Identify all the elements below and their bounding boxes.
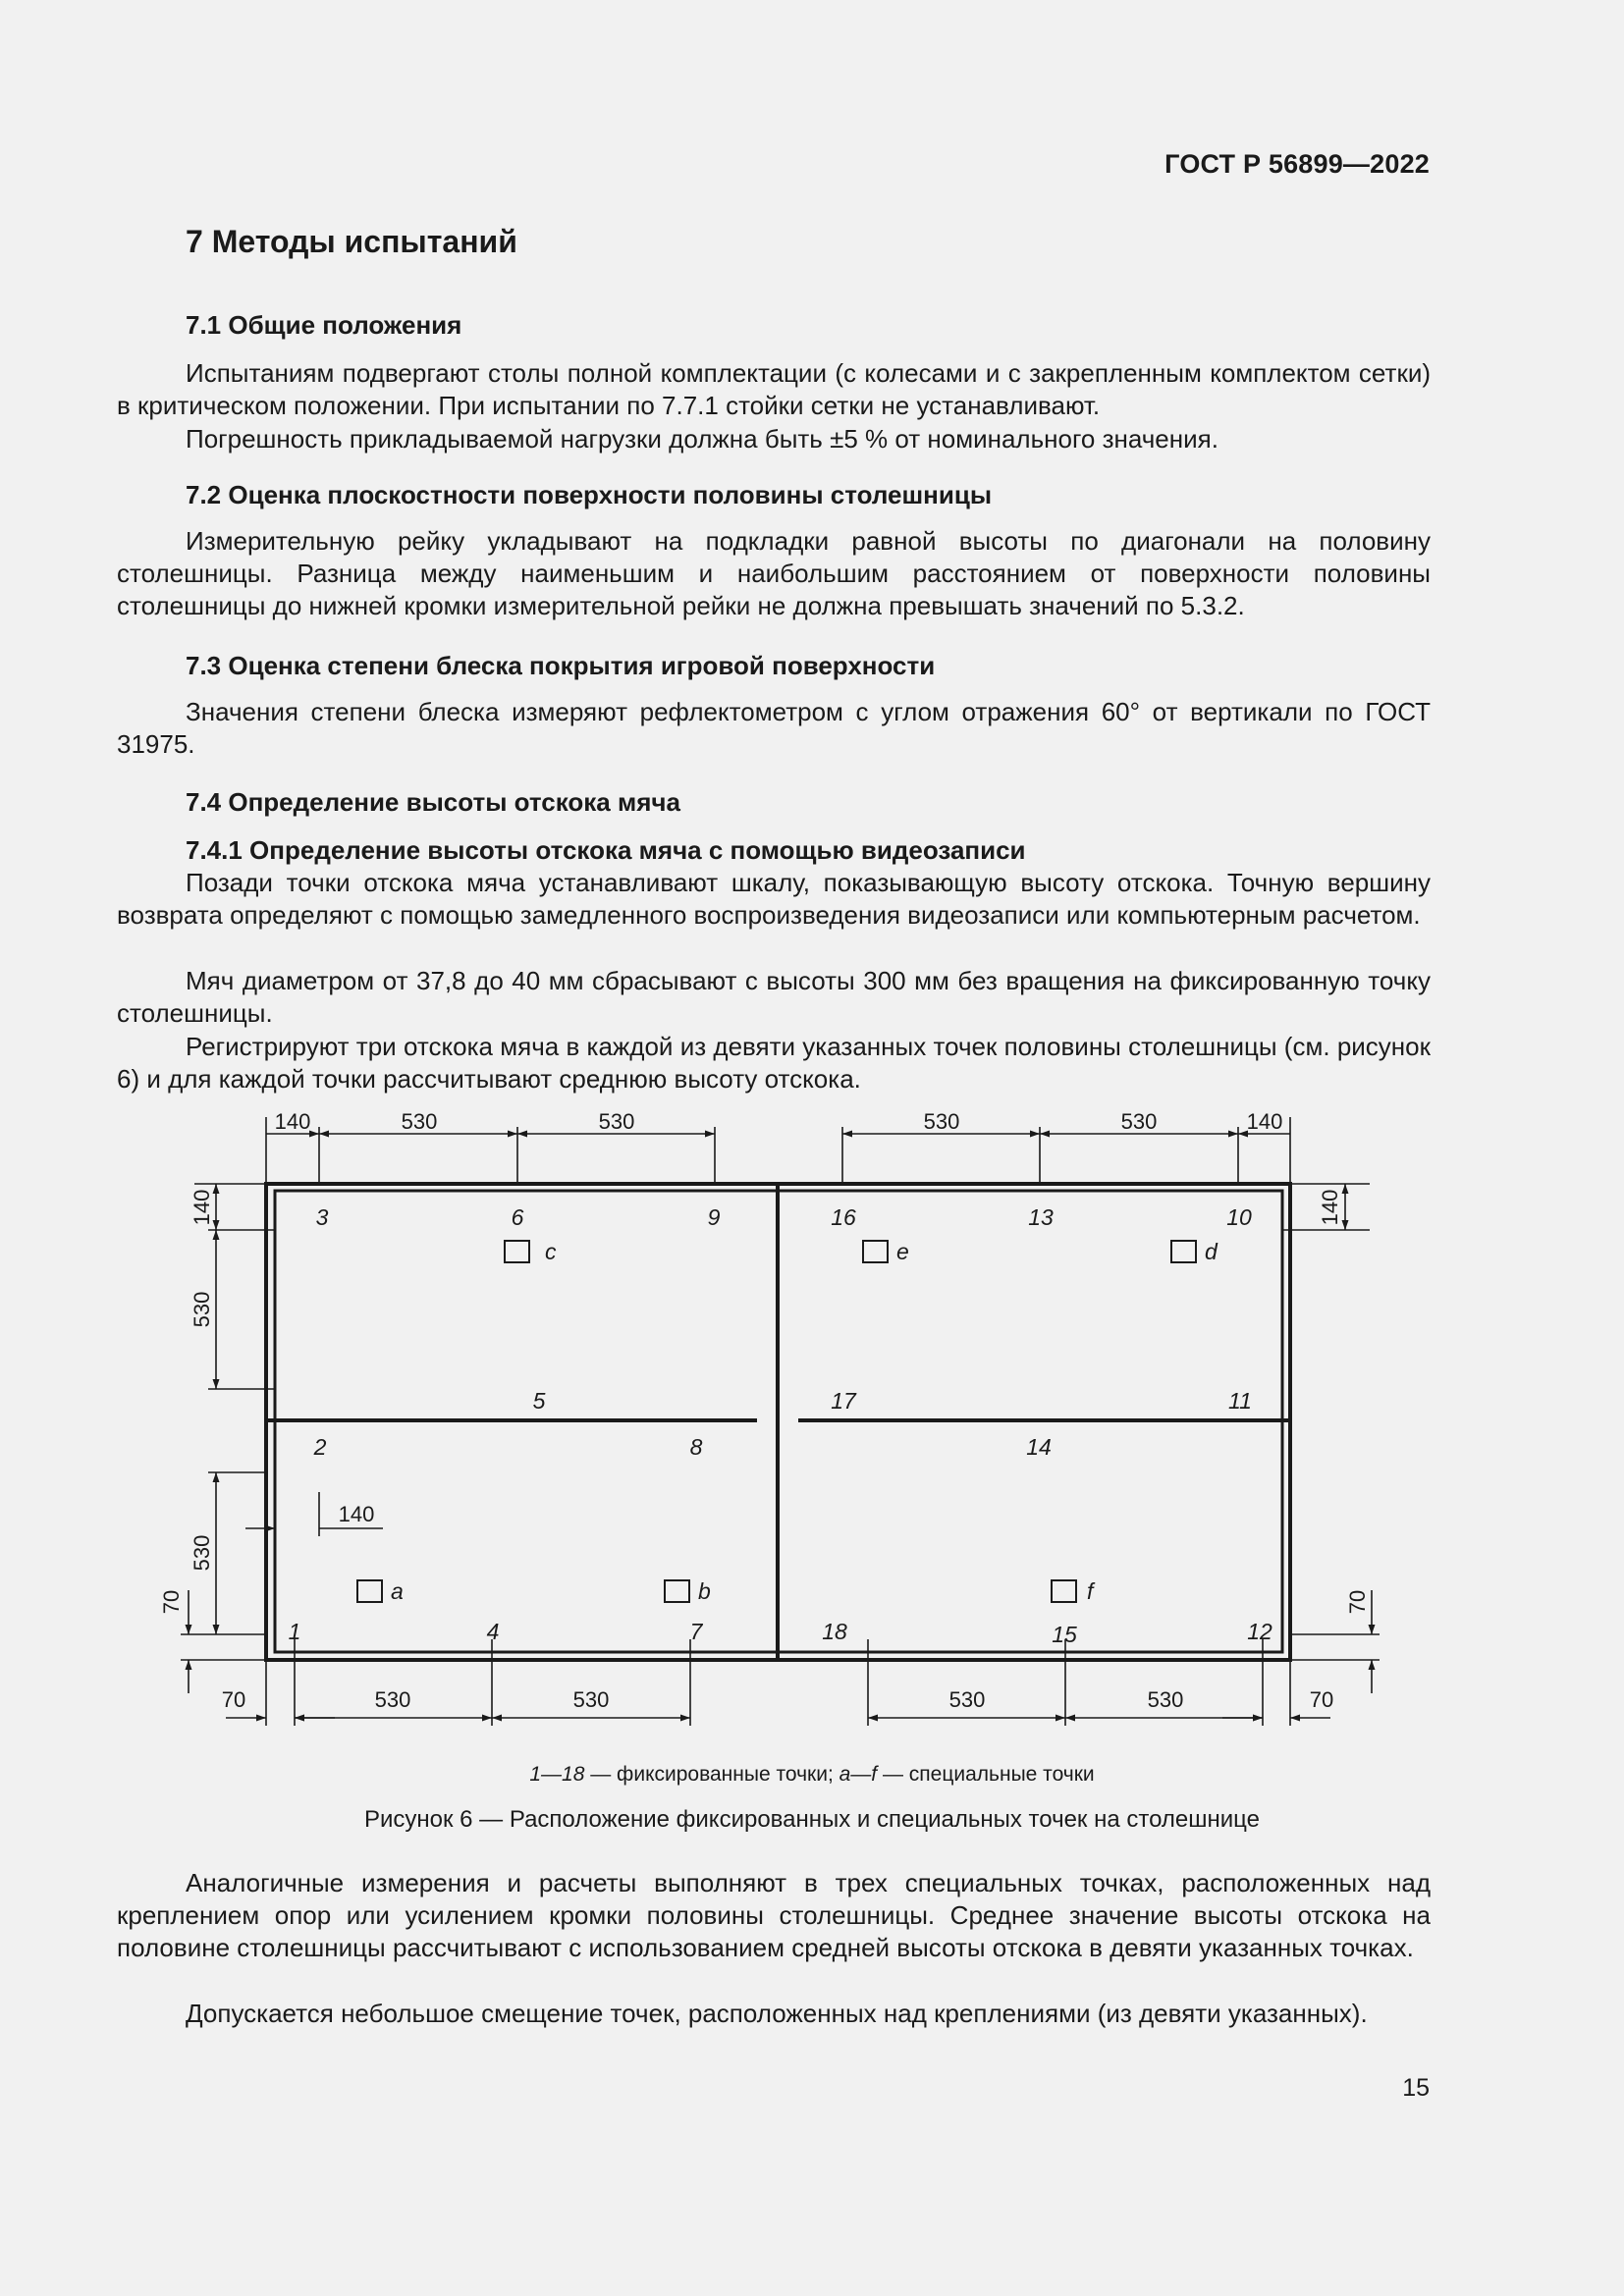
- special-point-a-marker: [357, 1580, 382, 1602]
- fixed-point-label: 13: [1028, 1204, 1054, 1230]
- paragraph-7-3-1: Значения степени блеска измеряют рефлектометром с углом отражения 60° от вертикали по ГОСТ 31975.: [117, 697, 1431, 759]
- dimension-label: 530: [189, 1534, 214, 1572]
- dimension-label: 530: [374, 1687, 411, 1712]
- page-number: 15: [1402, 2074, 1430, 2102]
- paragraph-7-1-1: Испытаниям подвергают столы полной комплектации (с колесами и с закрепленным комплектом сетки) в критическом положении. При испытании по 7.7.1 стойки сетки не устанавливают.: [117, 358, 1431, 420]
- special-point-f-marker: [1052, 1580, 1076, 1602]
- fixed-point-label: 18: [822, 1619, 847, 1644]
- dimension-label: 70: [221, 1687, 246, 1712]
- dimension-label: 140: [189, 1189, 214, 1226]
- paragraph-7-4-1-3: Регистрируют три отскока мяча в каждой из девяти указанных точек половины столешницы (см. рисунок 6) и для каждой точки рассчитывают среднюю высоту отскока.: [117, 1032, 1431, 1094]
- fixed-point-label: 4: [486, 1619, 500, 1644]
- paragraph-7-1-2: Погрешность прикладываемой нагрузки должна быть ±5 % от номинального значения.: [186, 424, 1218, 454]
- fixed-point-label: 8: [689, 1434, 703, 1460]
- fixed-point-label: 6: [511, 1204, 524, 1230]
- fixed-point-label: 5: [532, 1388, 546, 1414]
- dimension-label: 70: [1309, 1687, 1334, 1712]
- dimension-label: 530: [923, 1109, 960, 1134]
- fixed-point-label: 2: [313, 1434, 327, 1460]
- fixed-point-label: 14: [1026, 1434, 1052, 1460]
- paragraph-after-figure-1: Аналогичные измерения и расчеты выполняют в трех специальных точках, расположенных над креплением опор или усилением кромки половины столешницы. Среднее значение высоты отскока на половине столешницы рассчитывают с использованием средней высоты отскока в девяти указанных точках.: [117, 1868, 1431, 1962]
- fixed-point-label: 11: [1228, 1388, 1252, 1414]
- paragraph-7-2-1: Измерительную рейку укладывают на подкладки равной высоты по диагонали на половину столешницы. Разница между наименьшим и наибольшим расстоянием от поверхности половины столешницы до нижней кромки измерительной рейки не должна превышать значений по 5.3.2.: [117, 526, 1431, 620]
- dimension-labels: [159, 1109, 1370, 1712]
- special-point-label: e: [896, 1239, 909, 1264]
- section-title: 7 Методы испытаний: [186, 224, 517, 259]
- dimension-label: 70: [1344, 1589, 1370, 1615]
- special-point-label: b: [698, 1578, 711, 1604]
- subsection-title-7-3: 7.3 Оценка степени блеска покрытия игровой поверхности: [186, 651, 936, 680]
- figure-caption: Рисунок 6 — Расположение фиксированных и специальных точек на столешнице: [363, 1806, 1260, 1833]
- special-point-b-marker: [665, 1580, 689, 1602]
- fixed-point-labels: [289, 1204, 1272, 1647]
- dimension-label: 530: [401, 1109, 438, 1134]
- subsection-title-7-1: 7.1 Общие положения: [186, 310, 462, 340]
- dimension-label: 530: [189, 1291, 214, 1328]
- legend-special-text: — специальные точки: [877, 1763, 1095, 1786]
- special-point-d-marker: [1171, 1241, 1196, 1262]
- paragraph-7-4-1-1: Позади точки отскока мяча устанавливают шкалу, показывающую высоту отскока. Точную вершину возврата определяют с помощью замедленного воспроизведения видеозаписи или компьютерным расчетом.: [117, 868, 1431, 930]
- subsection-title-7-2: 7.2 Оценка плоскостности поверхности половины столешницы: [186, 480, 993, 509]
- fixed-point-label: 15: [1052, 1622, 1077, 1647]
- fixed-point-label: 3: [315, 1204, 329, 1230]
- dimension-label: 530: [1120, 1109, 1158, 1134]
- subsection-title-7-4-1: 7.4.1 Определение высоты отскока мяча с помощью видеозаписи: [186, 835, 1026, 865]
- fixed-point-label: 9: [707, 1204, 721, 1230]
- fixed-point-label: 1: [288, 1619, 301, 1644]
- paragraph-after-figure-2: Допускается небольшое смещение точек, расположенных над креплениями (из девяти указанных).: [186, 1999, 1368, 2028]
- legend-special-range: a—f: [839, 1763, 878, 1786]
- dimension-label: 530: [1147, 1687, 1184, 1712]
- figure-6-table-diagram: [0, 1090, 1624, 1747]
- dimension-label: 140: [1317, 1189, 1342, 1226]
- fixed-point-label: 12: [1247, 1619, 1272, 1644]
- document-code: ГОСТ Р 56899—2022: [1164, 149, 1430, 179]
- special-point-e-marker: [863, 1241, 888, 1262]
- table-outline: [266, 1184, 1290, 1660]
- special-point-label: d: [1205, 1239, 1218, 1264]
- special-point-c-marker: [505, 1241, 529, 1262]
- special-point-label: c: [545, 1239, 557, 1264]
- fixed-point-label: 17: [831, 1388, 856, 1414]
- dimension-label: 140: [274, 1109, 311, 1134]
- fixed-point-label: 7: [689, 1619, 703, 1644]
- dimension-label: 70: [158, 1589, 184, 1615]
- dimension-label: 530: [948, 1687, 986, 1712]
- figure-legend: [0, 1763, 1624, 1787]
- dimension-label: 140: [338, 1502, 375, 1526]
- dimension-label: 140: [1246, 1109, 1283, 1134]
- fixed-point-label: 10: [1226, 1204, 1252, 1230]
- dimension-label: 530: [572, 1687, 610, 1712]
- paragraph-7-4-1-2: Мяч диаметром от 37,8 до 40 мм сбрасывают с высоты 300 мм без вращения на фиксированную точку столешницы.: [117, 966, 1431, 1028]
- special-point-label: f: [1087, 1578, 1094, 1604]
- subsection-title-7-4: 7.4 Определение высоты отскока мяча: [186, 787, 680, 817]
- legend-fixed-text: — фиксированные точки;: [584, 1763, 839, 1786]
- fixed-point-label: 16: [831, 1204, 856, 1230]
- legend-fixed-range: 1—18: [529, 1763, 585, 1786]
- special-point-label: a: [391, 1578, 404, 1604]
- dimension-label: 530: [598, 1109, 635, 1134]
